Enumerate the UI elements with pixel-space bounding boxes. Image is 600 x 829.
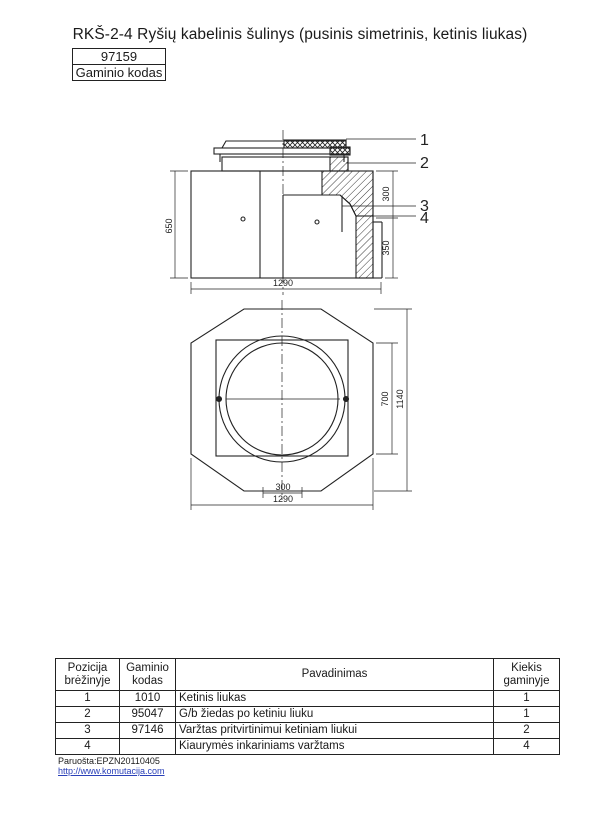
concrete-ring xyxy=(222,157,348,171)
dim-width-plan: 1290 xyxy=(272,494,294,504)
parts-table xyxy=(55,658,560,755)
product-code-label: Gaminio kodas xyxy=(75,65,163,80)
elevation-dimensions xyxy=(170,139,416,294)
table-row xyxy=(56,707,560,723)
row-position: 3 xyxy=(56,723,120,739)
row-quantity: 2 xyxy=(494,723,560,739)
table-row xyxy=(56,723,560,739)
row-name: Ketinis liukas xyxy=(176,691,494,707)
row-code: 97146 xyxy=(120,723,176,739)
callout-2: 2 xyxy=(420,155,429,172)
table-header-row xyxy=(56,659,560,691)
anchor-hole xyxy=(241,217,245,221)
header-position: Pozicija brėžinyje xyxy=(56,659,120,691)
dim-width-elevation: 1290 xyxy=(272,278,294,288)
product-code-value: 97159 xyxy=(73,49,165,65)
anchor-hole xyxy=(315,220,319,224)
dim-depth-plan: 1140 xyxy=(395,389,405,409)
row-name: G/b žiedas po ketiniu liuku xyxy=(176,707,494,723)
row-position: 4 xyxy=(56,739,120,755)
dim-height-total: 650 xyxy=(164,218,174,234)
row-code: 1010 xyxy=(120,691,176,707)
row-name: Varžtas pritvirtinimui ketiniam liukui xyxy=(176,723,494,739)
dim-height-lower: 350 xyxy=(381,240,391,256)
row-code xyxy=(120,739,176,755)
dim-bottom-gap: 300 xyxy=(275,482,291,492)
callout-4: 4 xyxy=(420,210,429,227)
table-row xyxy=(56,739,560,755)
bolt-hole xyxy=(344,397,349,402)
prepared-note: Paruošta:EPZN20110405 xyxy=(58,756,160,766)
dim-opening-diameter: 700 xyxy=(380,391,390,407)
page-title: RKŠ-2-4 Ryšių kabelinis šulinys (pusinis simetrinis, ketinis liukas) xyxy=(72,26,528,43)
elevation-view xyxy=(191,130,382,295)
row-name: Kiaurymės inkariniams varžtams xyxy=(176,739,494,755)
row-position: 2 xyxy=(56,707,120,723)
row-position: 1 xyxy=(56,691,120,707)
row-code: 95047 xyxy=(120,707,176,723)
row-quantity: 4 xyxy=(494,739,560,755)
table-row xyxy=(56,691,560,707)
row-quantity: 1 xyxy=(494,707,560,723)
dim-height-upper: 300 xyxy=(381,186,391,202)
callout-3: 3 xyxy=(420,198,429,215)
header-name: Pavadinimas xyxy=(176,659,494,691)
row-quantity: 1 xyxy=(494,691,560,707)
header-code: Gaminio kodas xyxy=(120,659,176,691)
callout-1: 1 xyxy=(420,132,429,149)
plan-view xyxy=(191,300,373,500)
website-link[interactable]: http://www.komutacija.com xyxy=(58,766,165,776)
footer xyxy=(58,756,165,776)
bolt-hole xyxy=(217,397,222,402)
header-quantity: Kiekis gaminyje xyxy=(494,659,560,691)
